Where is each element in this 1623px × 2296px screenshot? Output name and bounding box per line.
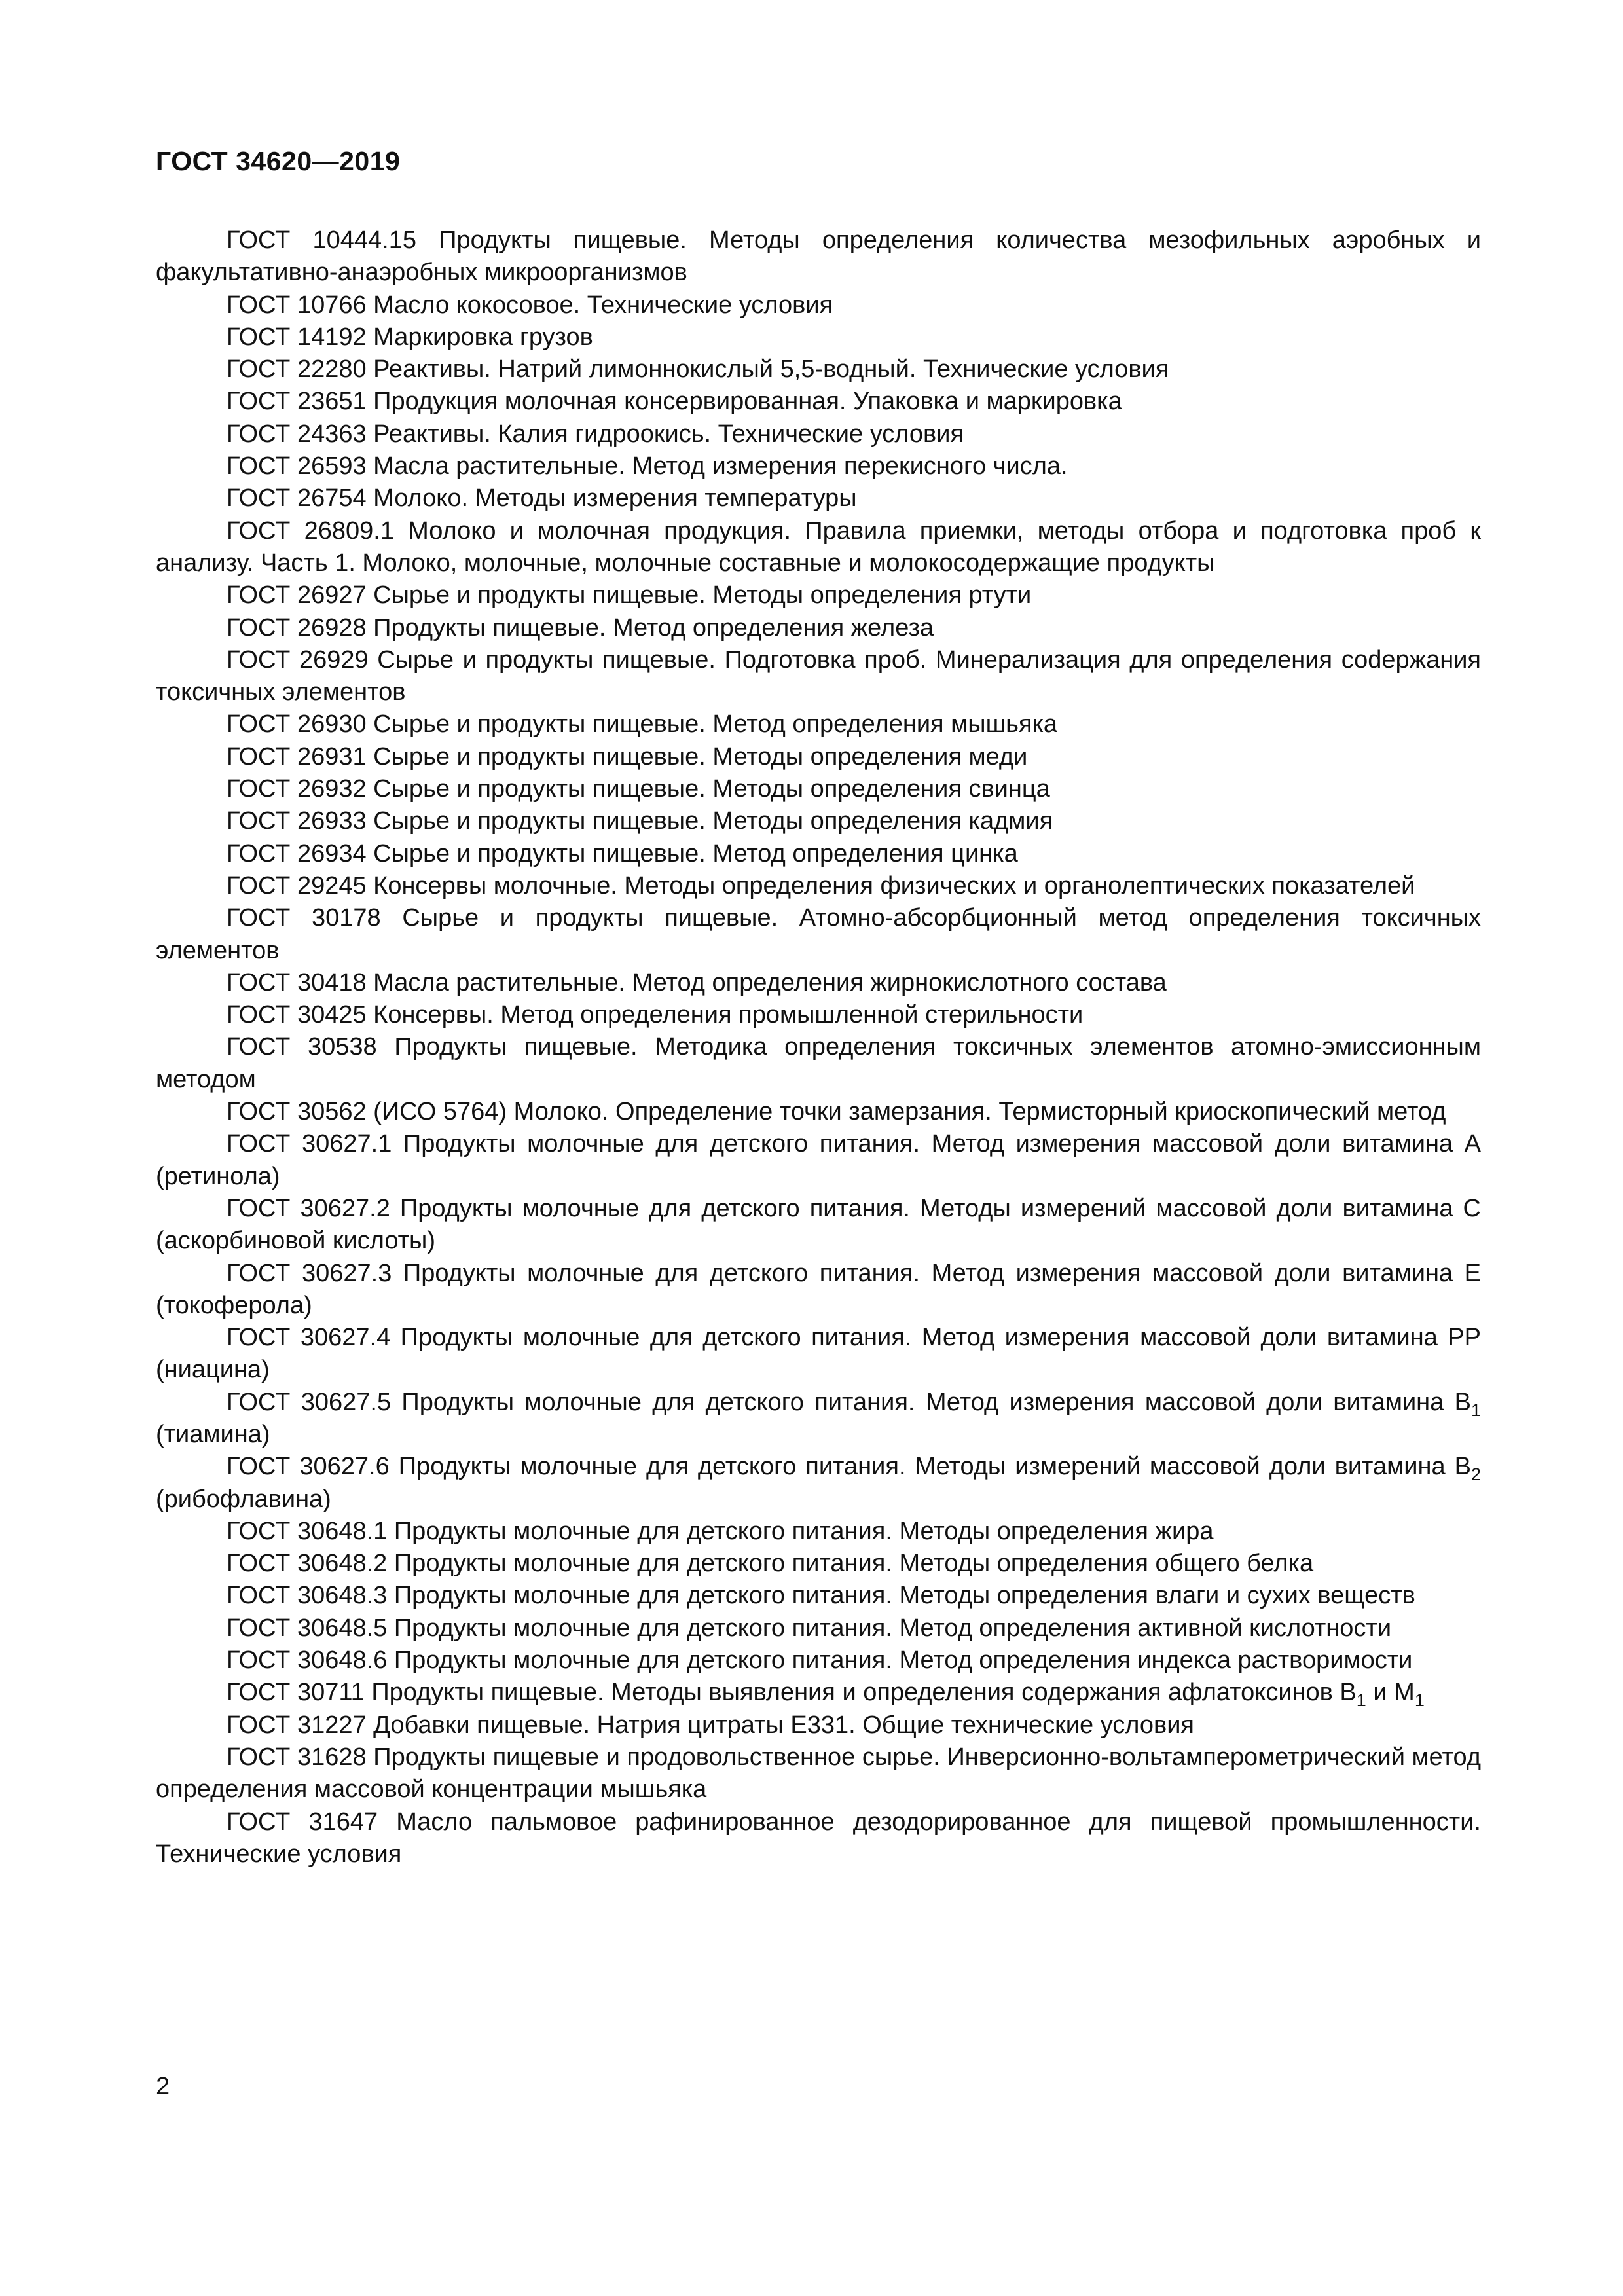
reference-entry: ГОСТ 30627.3 Продукты молочные для детского питания. Метод измерения массовой доли витамина Е (токоферола): [156, 1259, 1481, 1319]
reference-entry: ГОСТ 26927 Сырье и продукты пищевые. Методы определения ртути: [227, 581, 1032, 610]
reference-entry: ГОСТ 30627.2 Продукты молочные для детского питания. Методы измерений массовой доли витамина С (аскорбиновой кислоты): [156, 1194, 1481, 1255]
reference-entry: ГОСТ 31647 Масло пальмовое рафинированное дезодорированное для пищевой промышленности. Технические условия: [156, 1808, 1481, 1868]
page-number: 2: [156, 2073, 170, 2100]
reference-entry: ГОСТ 31628 Продукты пищевые и продовольственное сырье. Инверсионно-вольтамперометрический метод определения массовой концентрации мышьяка: [156, 1743, 1481, 1804]
reference-entry: ГОСТ 30648.5 Продукты молочные для детского питания. Метод определения активной кислотности: [227, 1614, 1392, 1642]
reference-text: ГОСТ 30627.5 Продукты молочные для детского питания. Метод измерения массовой доли витамина В: [227, 1388, 1471, 1416]
reference-entry: ГОСТ 24363 Реактивы. Калия гидроокись. Технические условия: [227, 420, 964, 448]
reference-entry: ГОСТ 23651 Продукция молочная консервированная. Упаковка и маркировка: [227, 388, 1122, 416]
reference-entry: ГОСТ 26928 Продукты пищевые. Метод определения железа: [227, 613, 934, 642]
reference-entry: ГОСТ 26593 Масла растительные. Метод измерения перекисного числа.: [227, 452, 1068, 481]
reference-entry: ГОСТ 30425 Консервы. Метод определения промышленной стерильности: [227, 1001, 1084, 1029]
reference-text: (рибофлавина): [156, 1485, 331, 1513]
reference-entry: ГОСТ 22280 Реактивы. Натрий лимоннокислый 5,5-водный. Технические условия: [227, 355, 1169, 384]
normative-references-list: [156, 225, 1481, 1870]
reference-entry: ГОСТ 26809.1 Молоко и молочная продукция. Правила приемки, методы отбора и подготовка проб к анализу. Часть 1. Молоко, молочные, молочные составные и молокосодержащие продукты: [156, 517, 1481, 577]
reference-entry: ГОСТ 26929 Сырье и продукты пищевые. Подготовка проб. Минерализация для определения соdержания токсичных элементов: [156, 646, 1481, 706]
reference-text: (тиамина): [156, 1420, 270, 1448]
subscript: 1: [1470, 1400, 1481, 1420]
reference-entry: ГОСТ 10444.15 Продукты пищевые. Методы определения количества мезофильных аэробных и факультативно-анаэробных микроорганизмов: [156, 227, 1481, 287]
reference-entry: ГОСТ 30562 (ИСО 5764) Молоко. Определение точки замерзания. Термисторный криоскопический метод: [227, 1098, 1446, 1126]
reference-entry: ГОСТ 14192 Маркировка грузов: [227, 323, 593, 351]
subscript: 1: [1414, 1690, 1425, 1711]
reference-entry: ГОСТ 31227 Добавки пищевые. Натрия цитраты Е331. Общие технические условия: [227, 1711, 1194, 1739]
reference-text: ГОСТ 30627.6 Продукты молочные для детского питания. Методы измерений массовой доли витамина В: [227, 1453, 1471, 1481]
subscript: 2: [1470, 1465, 1481, 1485]
reference-entry: ГОСТ 30648.1 Продукты молочные для детского питания. Методы определения жира: [227, 1517, 1214, 1545]
reference-text: ГОСТ 30711 Продукты пищевые. Методы выявления и определения содержания афлатоксинов В: [227, 1679, 1357, 1707]
reference-entry: ГОСТ 26754 Молоко. Методы измерения температуры: [227, 484, 857, 513]
subscript: 1: [1356, 1690, 1366, 1711]
reference-entry: ГОСТ 30627.4 Продукты молочные для детского питания. Метод измерения массовой доли витамина РР (ниацина): [156, 1324, 1481, 1384]
reference-entry: ГОСТ 10766 Масло кокосовое. Технические условия: [227, 291, 833, 319]
reference-text: и М: [1366, 1679, 1415, 1707]
reference-entry: ГОСТ 26931 Сырье и продукты пищевые. Методы определения меди: [227, 742, 1028, 771]
reference-entry: ГОСТ 30648.6 Продукты молочные для детского питания. Метод определения индекса растворимости: [227, 1647, 1413, 1675]
reference-entry: ГОСТ 26933 Сырье и продукты пищевые. Методы определения кадмия: [227, 807, 1053, 835]
reference-entry: ГОСТ 26934 Сырье и продукты пищевые. Метод определения цинка: [227, 839, 1018, 867]
reference-entry: [156, 1387, 1481, 1451]
reference-entry: [156, 1677, 1481, 1709]
reference-entry: ГОСТ 30418 Масла растительные. Метод определения жирнокислотного состава: [227, 968, 1167, 996]
reference-entry: ГОСТ 30178 Сырье и продукты пищевые. Атомно-абсорбционный метод определения токсичных элементов: [156, 904, 1481, 964]
reference-entry: ГОСТ 30648.2 Продукты молочные для детского питания. Методы определения общего белка: [227, 1550, 1314, 1578]
reference-entry: ГОСТ 30627.1 Продукты молочные для детского питания. Метод измерения массовой доли витамина А (ретинола): [156, 1130, 1481, 1190]
reference-entry: ГОСТ 30538 Продукты пищевые. Методика определения токсичных элементов атомно-эмиссионным методом: [156, 1033, 1481, 1093]
reference-entry: ГОСТ 26932 Сырье и продукты пищевые. Методы определения свинца: [227, 775, 1050, 803]
reference-entry: ГОСТ 29245 Консервы молочные. Методы определения физических и органолептических показателей: [227, 871, 1415, 900]
reference-entry: ГОСТ 30648.3 Продукты молочные для детского питания. Методы определения влаги и сухих веществ: [227, 1582, 1415, 1610]
reference-entry: ГОСТ 26930 Сырье и продукты пищевые. Метод определения мышьяка: [227, 710, 1058, 738]
document-code-header: ГОСТ 34620—2019: [156, 146, 401, 176]
reference-entry: [156, 1451, 1481, 1516]
